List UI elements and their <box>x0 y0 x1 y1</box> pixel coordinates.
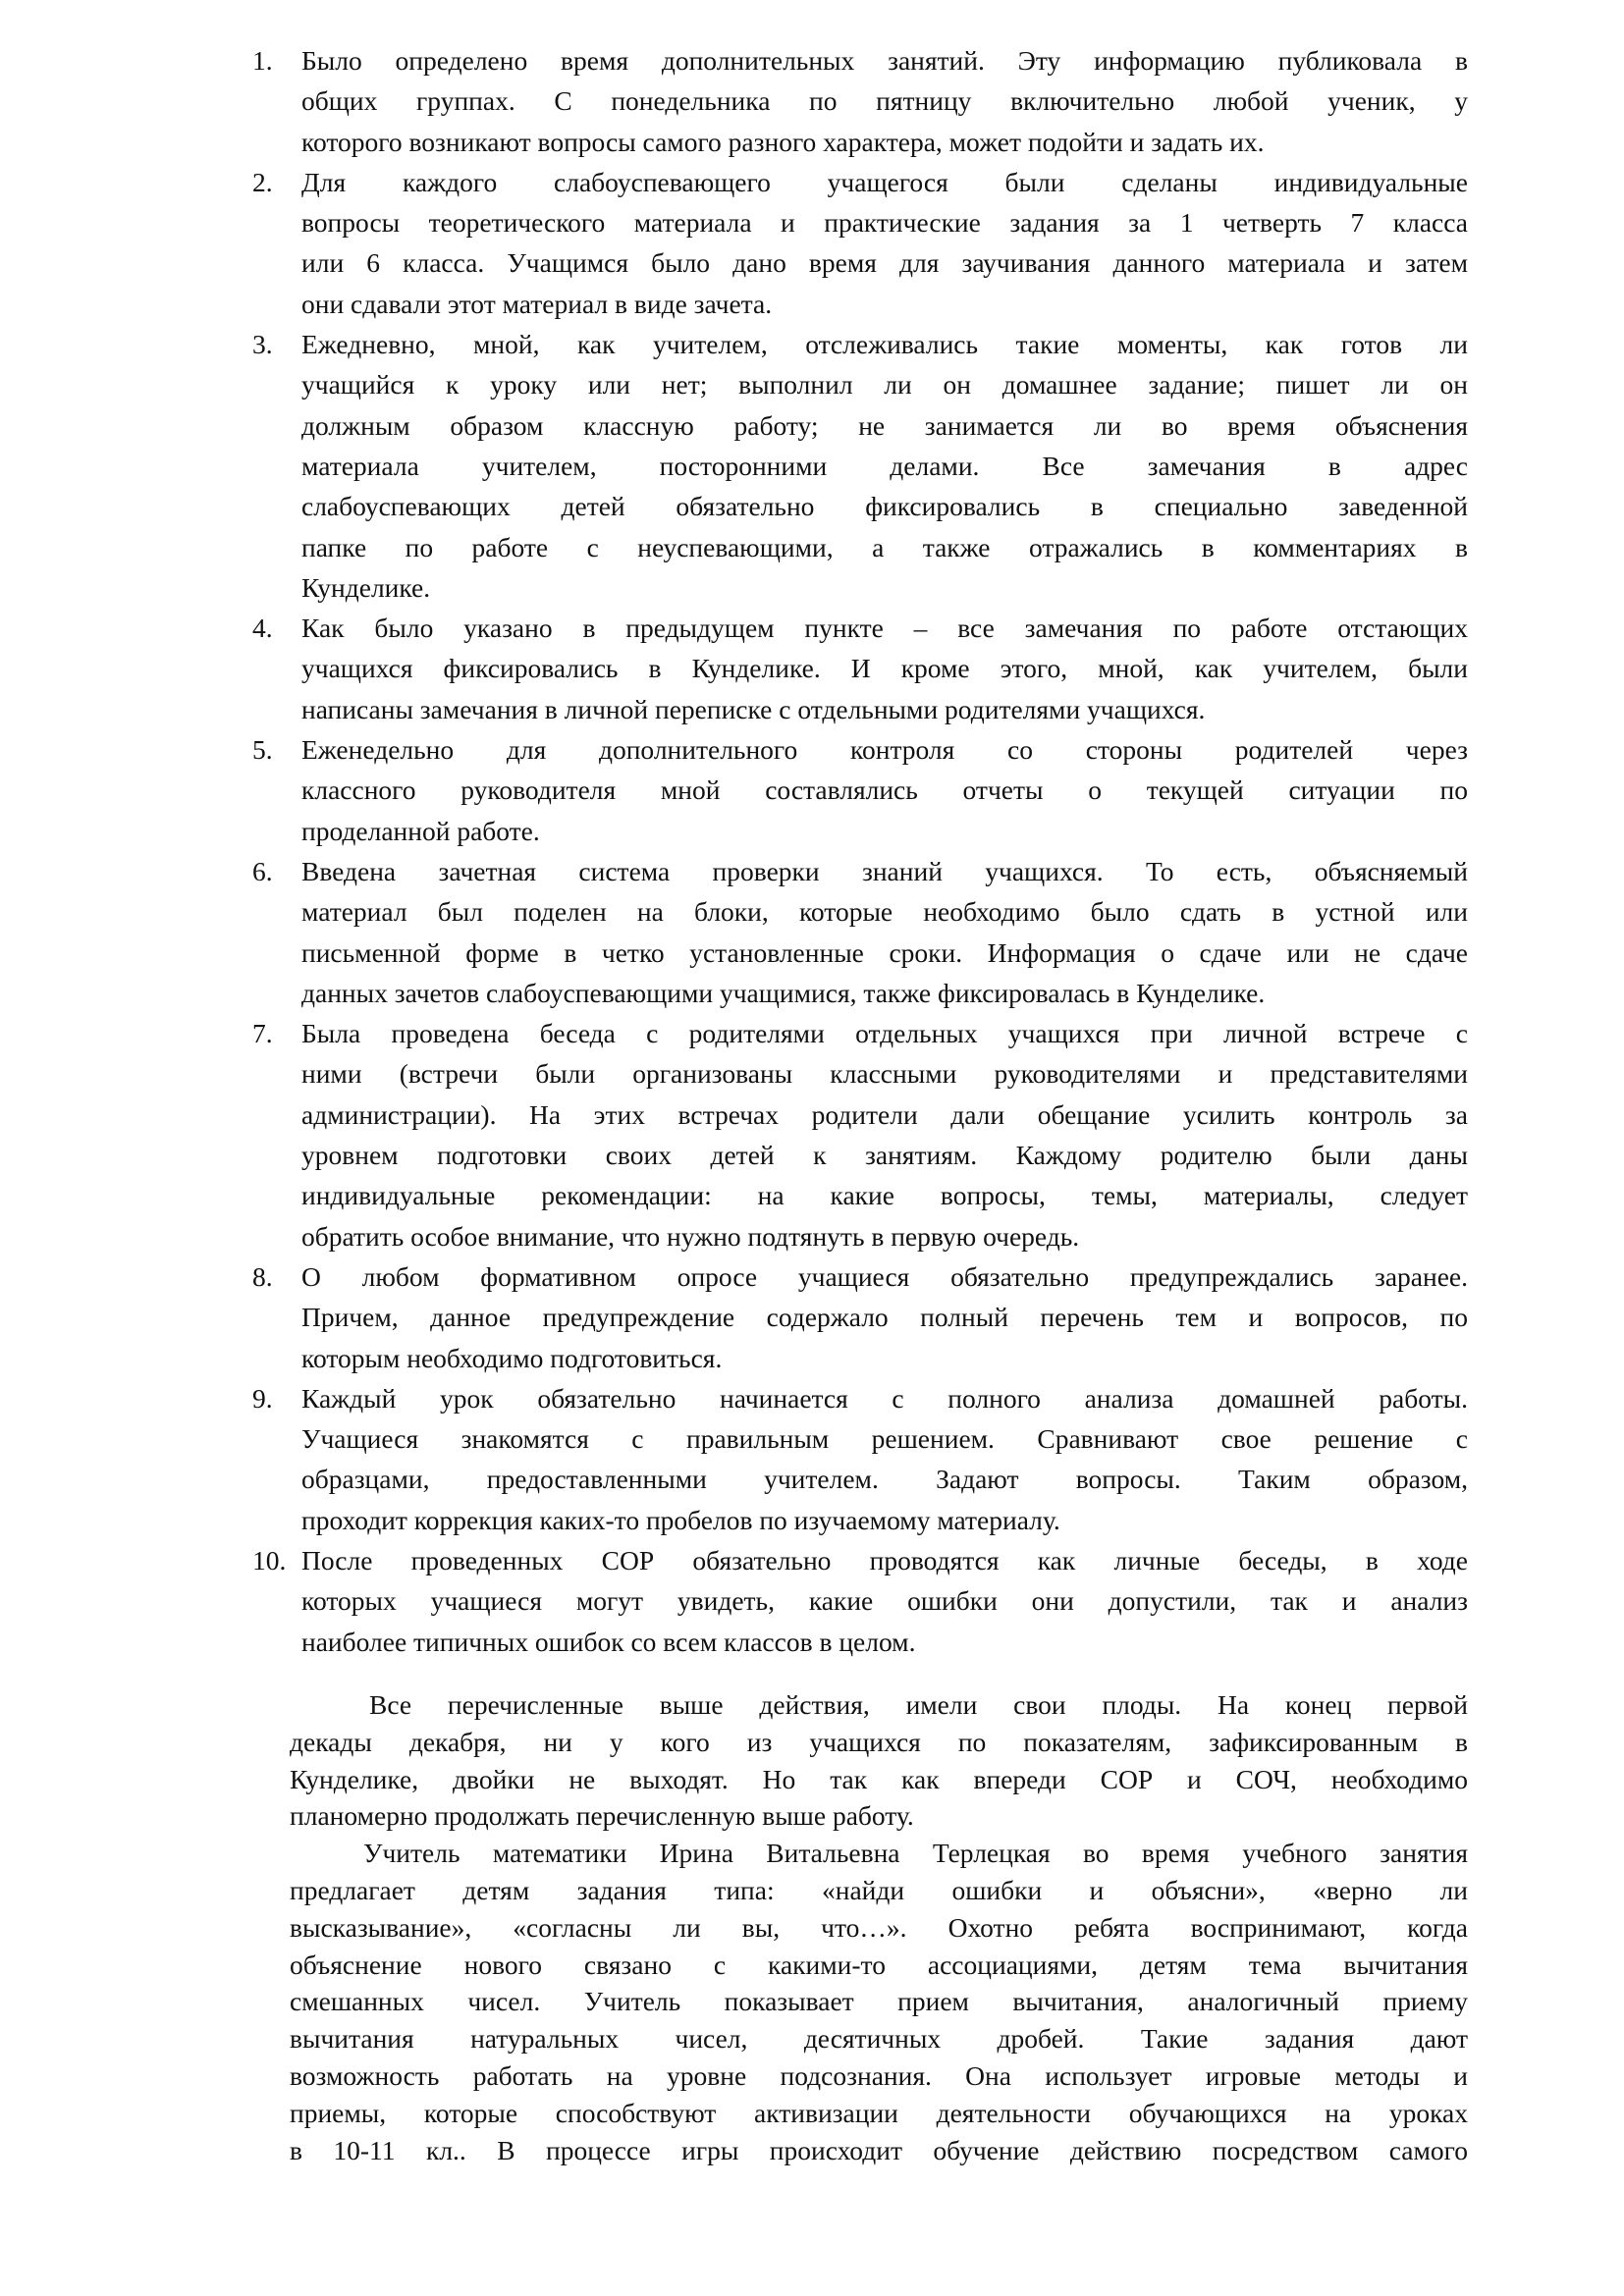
list-item <box>252 324 1468 608</box>
list-item-number: 6. <box>252 855 273 886</box>
text-line: которого возникают вопросы самого разного характера, может подойти и задать их. <box>301 126 1265 157</box>
list-item-number: 2. <box>252 166 273 197</box>
text-line: которых учащиеся могут увидеть, какие ошибки они допустили, так и анализ <box>301 1585 1468 1617</box>
body-paragraphs <box>290 1686 1468 2168</box>
text-line: Введена зачетная система проверки знаний учащихся. То есть, объясняемый <box>301 855 1468 886</box>
text-line: данных зачетов слабоуспевающими учащимися, также фиксировалась в Кунделике. <box>301 977 1266 1008</box>
text-line: наиболее типичных ошибок со всем классов в целом. <box>301 1626 916 1657</box>
text-line: вычитания натуральных чисел, десятичных дробей. Такие задания дают <box>290 2023 1468 2055</box>
text-line: проходит коррекция каких-то пробелов по изучаемому материалу. <box>301 1504 1060 1535</box>
text-line: Каждый урок обязательно начинается с полного анализа домашней работы. <box>301 1382 1468 1414</box>
list-item <box>252 1256 1468 1378</box>
list-item <box>252 40 1468 162</box>
text-line: Причем, данное предупреждение содержало полный перечень тем и вопросов, по <box>301 1302 1468 1333</box>
text-line: образцами, предоставленными учителем. Задают вопросы. Таким образом, <box>301 1464 1468 1495</box>
text-line: Учитель математики Ирина Витальевна Терлецкая во время учебного занятия <box>363 1838 1468 1869</box>
text-line: написаны замечания в личной переписке с отдельными родителями учащихся. <box>301 693 1206 724</box>
text-line: предлагает детям задания типа: «найди ошибки и объясни», «верно ли <box>290 1874 1468 1905</box>
text-line: Кунделике, двойки не выходят. Но так как впереди СОР и СОЧ, необходимо <box>290 1763 1468 1794</box>
text-line: объяснение нового связано с какими-то ассоциациями, детям тема вычитания <box>290 1949 1468 1980</box>
list-item-number: 5. <box>252 734 273 766</box>
text-line: смешанных чисел. Учитель показывает прием вычитания, аналогичный приему <box>290 1986 1468 2017</box>
list-item-number: 4. <box>252 613 273 644</box>
list-item <box>252 1540 1468 1662</box>
text-line: они сдавали этот материал в виде зачета. <box>301 288 773 319</box>
text-line: администрации). На этих встречах родители дали обещание усилить контроль за <box>301 1098 1468 1130</box>
list-item-number: 1. <box>252 45 273 76</box>
text-line: О любом формативном опросе учащиеся обязательно предупреждались заранее. <box>301 1260 1468 1292</box>
list-item <box>252 851 1468 1013</box>
text-line: возможность работать на уровне подсознания. Она использует игровые методы и <box>290 2059 1468 2091</box>
text-line: обратить особое внимание, что нужно подтянуть в первую очередь. <box>301 1220 1080 1252</box>
text-line: должным образом классную работу; не занимается ли во время объяснения <box>301 409 1468 441</box>
list-item <box>252 729 1468 851</box>
text-line: общих группах. С понедельника по пятницу включительно любой ученик, у <box>301 85 1468 117</box>
list-item <box>252 1378 1468 1540</box>
text-line: которым необходимо подготовиться. <box>301 1342 723 1373</box>
text-line: Было определено время дополнительных занятий. Эту информацию публиковала в <box>301 45 1468 76</box>
text-line: планомерно продолжать перечисленную выше работу. <box>290 1800 914 1832</box>
list-item-number: 9. <box>252 1382 273 1414</box>
list-item <box>252 1013 1468 1256</box>
text-line: учащийся к уроку или нет; выполнил ли он домашнее задание; пишет ли он <box>301 369 1468 400</box>
list-item-number: 7. <box>252 1018 273 1049</box>
text-line: ними (встречи были организованы классными руководителями и представителями <box>301 1058 1468 1090</box>
list-item <box>252 162 1468 324</box>
text-line: Еженедельно для дополнительного контроля со стороны родителей через <box>301 734 1468 766</box>
text-line: материал был поделен на блоки, которые необходимо было сдать в устной или <box>301 896 1468 928</box>
list-item <box>252 608 1468 729</box>
text-line: вопросы теоретического материала и практические задания за 1 четверть 7 класса <box>301 207 1468 239</box>
text-line: в 10-11 кл.. В процессе игры происходит обучение действию посредством самого <box>290 2134 1468 2165</box>
numbered-list <box>252 40 1468 1662</box>
text-line: Как было указано в предыдущем пункте – все замечания по работе отстающих <box>301 613 1468 644</box>
text-line: высказывание», «согласны ли вы, что…». Охотно ребята воспринимают, когда <box>290 1911 1468 1943</box>
text-line: приемы, которые способствуют активизации деятельности обучающихся на уроках <box>290 2097 1468 2128</box>
text-line: папке по работе с неуспевающими, а также отражались в комментариях в <box>301 531 1468 562</box>
text-line: письменной форме в четко установленные сроки. Информация о сдаче или не сдаче <box>301 936 1468 968</box>
text-line: уровнем подготовки своих детей к занятиям. Каждому родителю были даны <box>301 1140 1468 1171</box>
list-item-number: 8. <box>252 1260 273 1292</box>
text-line: учащихся фиксировались в Кунделике. И кроме этого, мной, как учителем, были <box>301 653 1468 684</box>
text-line: Для каждого слабоуспевающего учащегося были сделаны индивидуальные <box>301 166 1468 197</box>
text-line: Учащиеся знакомятся с правильным решением. Сравнивают свое решение с <box>301 1423 1468 1455</box>
text-line: проделанной работе. <box>301 815 540 846</box>
text-line: После проведенных СОР обязательно проводятся как личные беседы, в ходе <box>301 1544 1468 1575</box>
paragraph <box>290 1835 1468 2168</box>
text-line: индивидуальные рекомендации: на какие вопросы, темы, материалы, следует <box>301 1180 1468 1211</box>
text-line: Ежедневно, мной, как учителем, отслеживались такие моменты, как готов ли <box>301 329 1468 360</box>
text-line: классного руководителя мной составлялись отчеты о текущей ситуации по <box>301 774 1468 806</box>
text-line: материала учителем, посторонними делами. Все замечания в адрес <box>301 450 1468 481</box>
text-line: слабоуспевающих детей обязательно фиксировались в специально заведенной <box>301 491 1468 522</box>
text-line: Все перечисленные выше действия, имели свои плоды. На конец первой <box>369 1689 1468 1720</box>
text-line: декады декабря, ни у кого из учащихся по показателям, зафиксированным в <box>290 1726 1468 1757</box>
paragraph <box>290 1686 1468 1835</box>
list-item-number: 3. <box>252 329 273 360</box>
text-line: Была проведена беседа с родителями отдельных учащихся при личной встрече с <box>301 1018 1468 1049</box>
list-item-number: 10. <box>252 1544 287 1575</box>
text-line: Кунделике. <box>301 571 431 603</box>
text-line: или 6 класса. Учащимся было дано время для заучивания данного материала и затем <box>301 247 1468 279</box>
